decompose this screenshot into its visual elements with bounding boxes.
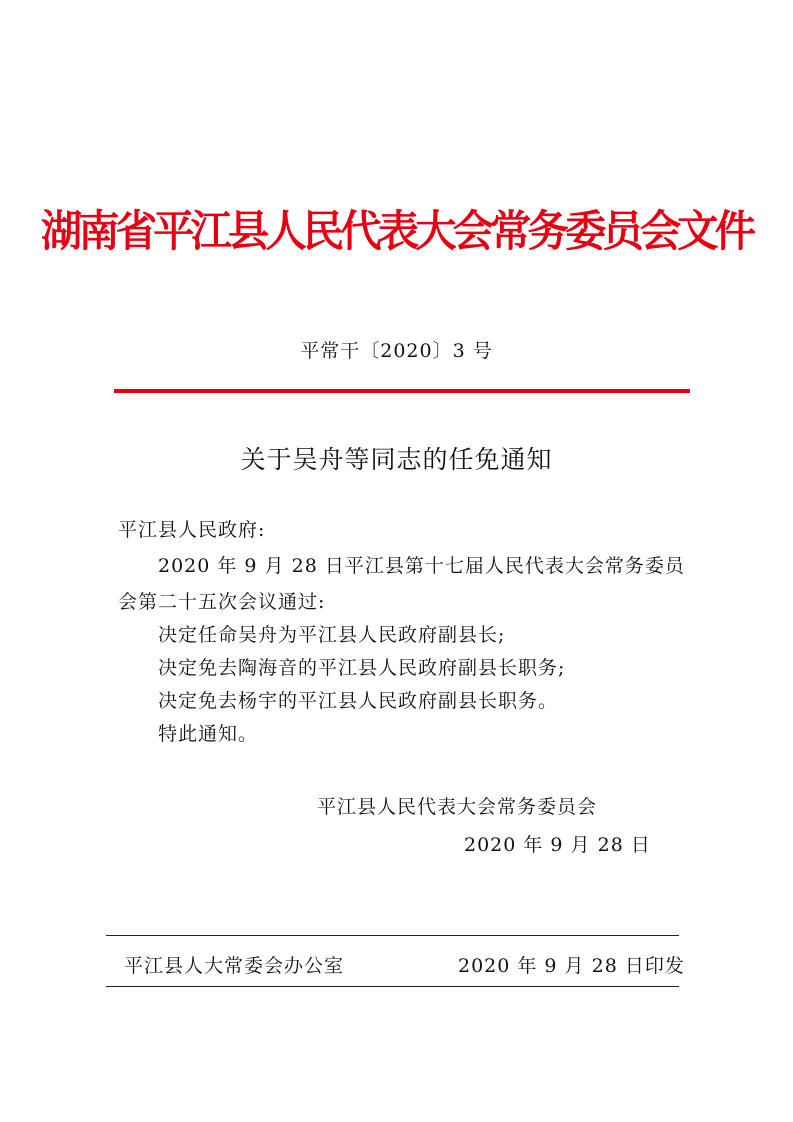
closing-line: 特此通知。 xyxy=(158,723,259,745)
document-header-title: 湖南省平江县人民代表大会常务委员会文件 xyxy=(40,207,753,257)
footer-print-date: 2020 年 9 月 28 日印发 xyxy=(458,955,685,977)
notice-title: 关于吴舟等同志的任免通知 xyxy=(240,445,553,474)
footer-top-rule xyxy=(106,935,679,936)
body-paragraph-line-1: 2020 年 9 月 28 日平江县第十七届人民代表大会常务委员 xyxy=(158,555,685,577)
signature-date: 2020 年 9 月 28 日 xyxy=(464,834,651,856)
decision-item-2: 决定免去陶海音的平江县人民政府副县长职务; xyxy=(158,657,566,679)
addressee: 平江县人民政府: xyxy=(118,519,266,541)
document-number: 平常干〔2020〕3 号 xyxy=(300,340,493,362)
footer-bottom-rule xyxy=(106,986,679,987)
footer-issuing-office: 平江县人大常委会办公室 xyxy=(124,955,345,977)
decision-item-1: 决定任命吴舟为平江县人民政府副县长; xyxy=(158,624,506,646)
decision-item-3: 决定免去杨宇的平江县人民政府副县长职务。 xyxy=(158,690,559,712)
red-divider xyxy=(114,389,690,393)
signature-organization: 平江县人民代表大会常务委员会 xyxy=(317,796,598,818)
body-paragraph-line-2: 会第二十五次会议通过: xyxy=(118,591,326,613)
